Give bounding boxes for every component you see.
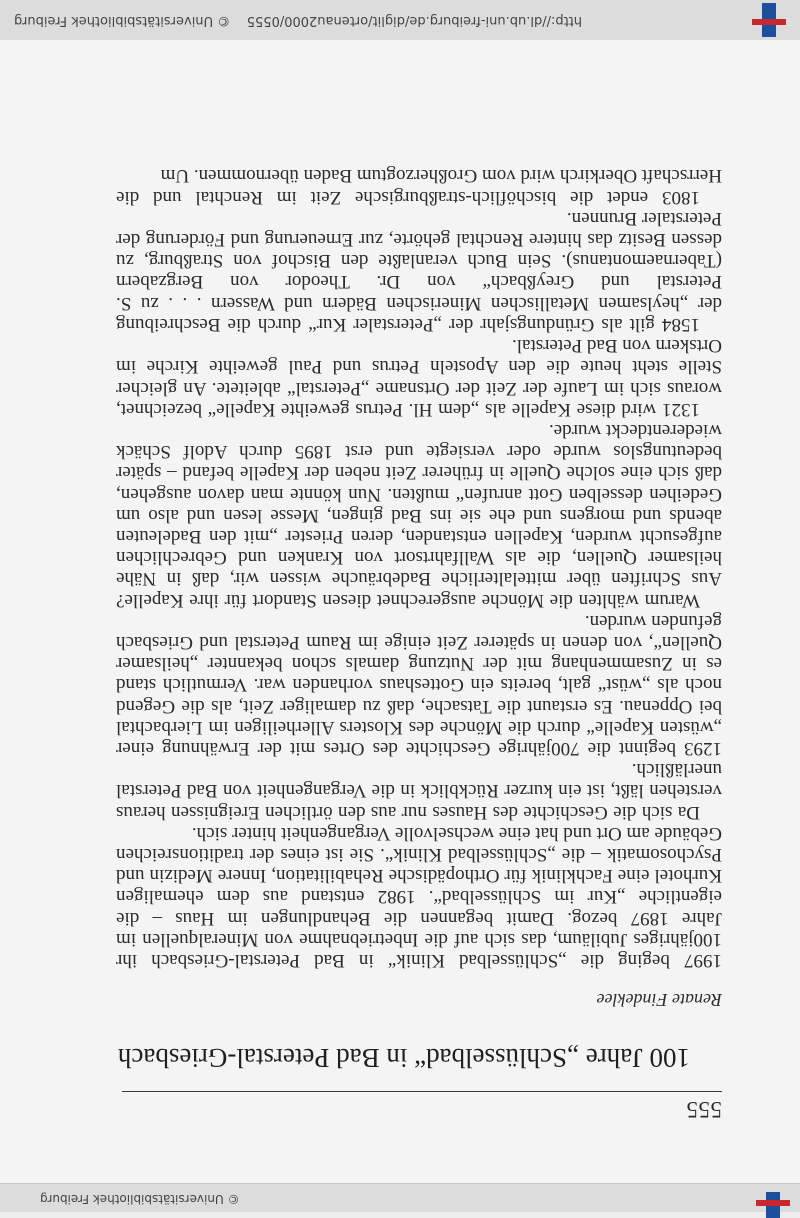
article-title: 100 Jahre „Schlüsselbad“ in Bad Peterstal-Griesbach bbox=[117, 1043, 690, 1073]
bottom-copyright-label: © Universitätsbibliothek Freiburg bbox=[40, 1192, 240, 1206]
header-rule bbox=[122, 1091, 722, 1092]
article-body bbox=[116, 165, 722, 971]
source-url-label[interactable] bbox=[14, 13, 582, 28]
scanned-page bbox=[0, 40, 800, 1184]
paragraph: 1584 gilt als Gründungsjahr der „Peterstaler Kur“ durch die Beschreibung der „heylsamen Metallischen Minerischen Bädern und Wassern . . . zu S. Peterstal und Greyßbach“ von Dr. Theodor von Bergzabern (Tabernaemontanus). Sein Buch veranlaßte den Bischof von Straßburg, zu dessen Besitz das hintere Renchtal gehörte, zur Erneuerung und Förderung der Peterstaler Brunnen. bbox=[116, 207, 722, 335]
paragraph: 1997 beging die „Schlüsselbad Klinik“ in Bad Peterstal-Griesbach ihr 100jähriges Jubiläum, das sich auf die Inbetriebnahme von Mineralquellen im Jahre 1897 bezog. Damit begannen die Behandlungen im Haus – die eigentliche „Kur im Schlüsselbad“. 1982 entstand aus dem ehemaligen Kurhotel eine Fachklinik für Orthopädische Rehabilitation, Innere Medizin und Psychosomatik – die „Schlüsselbad Klinik“. Sie ist eines der traditionsreichen Gebäude am Ort und hat eine wechselvolle Vergangenheit hinter sich. bbox=[116, 822, 722, 971]
paragraph: Warum wählten die Mönche ausgerechnet diesen Standort für ihre Kapelle? Aus Schriften über mittelalterliche Badebräuche wissen wir, daß in Nähe heilsamer Quellen, die als Wallfahrtsort von Kranken und Gebrechlichen aufgesucht wurden, Kapellen entstanden, deren Priester „mit den Badeleuten abends und morgens und ehe sie ins Bad gingen, Messe lesen und also um Gedeihen desselben Gott anrufen“ mußten. Nun könnte man davon ausgehen, daß sich eine solche Quelle in früherer Zeit neben der Kapelle befand – später bedeutungslos wurde oder versiegte und erst 1895 durch Adolf Schäck wiederentdeckt wurde. bbox=[116, 419, 722, 611]
paragraph: 1293 beginnt die 700jährige Geschichte des Ortes mit der Erwähnung einer „wüsten Kapelle“ durch die Mönche des Klosters Allerheiligen im Lierbachtal bei Oppenau. Es erstaunt die Tatsache, daß zu damaliger Zeit, als die Gegend noch als „wüst“ galt, bereits ein Gotteshaus vorhanden war. Vermutlich stand es in Zusammenhang mit der Nutzung damals schon bekannter „heilsamer Quellen“, von denen in späterer Zeit einige im Raum Peterstal und Griesbach gefunden wurden. bbox=[116, 610, 722, 759]
ub-freiburg-logo-icon-bottom bbox=[766, 1192, 780, 1218]
paragraph: Da sich die Geschichte des Hauses nur aus den örtlichen Ereignissen heraus verstehen läßt, ist ein kurzer Rückblick in die Vergangenheit von Bad Peterstal unerläßlich. bbox=[116, 759, 722, 823]
viewer-top-bar bbox=[0, 0, 800, 41]
viewer-bottom-bar bbox=[0, 1183, 800, 1212]
page-number: 555 bbox=[686, 1097, 722, 1122]
article-author: Renate Findeklee bbox=[596, 990, 722, 1010]
page-content bbox=[116, 165, 722, 1122]
source-url[interactable]: http://dl.ub.uni-freiburg.de/diglit/ortenau2000/0555 bbox=[246, 13, 583, 28]
ub-freiburg-logo-icon bbox=[762, 3, 776, 37]
paragraph: 1803 endet die bischöflich-straßburgische Zeit im Renchtal und die Herrschaft Oberkirch wird vom Großherzogtum Baden übernommen. Um bbox=[116, 165, 722, 208]
copyright-label: © Universitätsbibliothek Freiburg bbox=[14, 13, 231, 28]
page-rotated-content bbox=[0, 40, 800, 1184]
paragraph: 1321 wird diese Kapelle als „dem Hl. Petrus geweihte Kapelle“ bezeichnet, woraus sich im Laufe der Zeit der Ortsname „Peterstal“ ableitete. An gleicher Stelle steht heute die den Aposteln Petrus und Paul geweihte Kirche im Ortskern von Bad Peterstal. bbox=[116, 335, 722, 420]
